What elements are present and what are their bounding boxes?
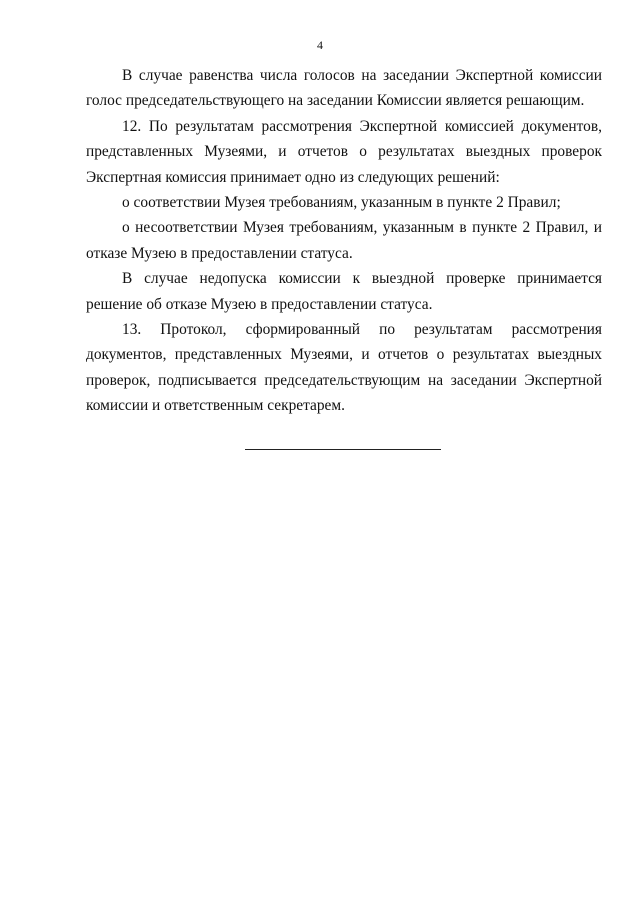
page-number: 4 <box>317 38 323 52</box>
document-body <box>86 63 602 419</box>
paragraph-item-13: 13. Протокол, сформированный по результатам рассмотрения документов, представленных Музеями, и отчетов о результатах выездных проверок, подписывается председательствующим на заседании Экспертной комиссии и ответственным секретарем. <box>86 321 602 415</box>
paragraph-decision-compliance: о соответствии Музея требованиям, указанным в пункте 2 Правил; <box>122 194 561 212</box>
paragraph-inspection-denied: В случае недопуска комиссии к выездной проверке принимается решение об отказе Музею в предоставлении статуса. <box>86 270 602 313</box>
end-separator-line <box>245 449 441 450</box>
paragraph-tie-vote: В случае равенства числа голосов на заседании Экспертной комиссии голос председательствующего на заседании Комиссии является решающим. <box>86 67 602 110</box>
paragraph-item-12: 12. По результатам рассмотрения Экспертной комиссией документов, представленных Музеями, и отчетов о результатах выездных проверок Экспертная комиссия принимает одно из следующих решений: <box>86 117 602 186</box>
paragraph-decision-noncompliance: о несоответствии Музея требованиям, указанным в пункте 2 Правил, и отказе Музею в предоставлении статуса. <box>86 219 602 262</box>
